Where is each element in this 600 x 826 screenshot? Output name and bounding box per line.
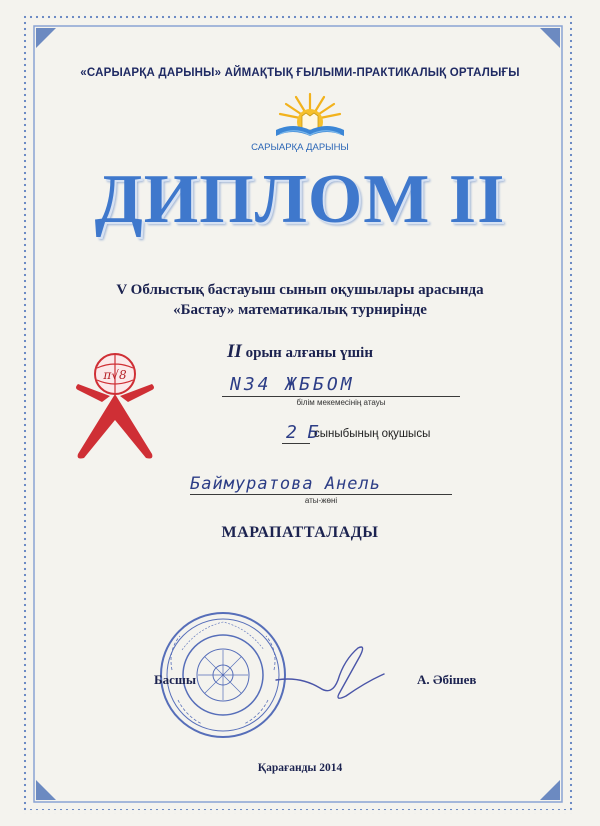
tournament-emblem bbox=[72, 350, 158, 462]
diploma-title: ДИПЛОМ II bbox=[94, 161, 506, 238]
place-numeral: II bbox=[227, 341, 242, 362]
head-label: Басшы bbox=[154, 672, 196, 687]
student-name-value: Баймуратова Анель bbox=[190, 474, 381, 494]
place-text: орын алғаны үшін bbox=[241, 345, 373, 361]
student-name-label: аты-жөні bbox=[304, 496, 338, 505]
city-year: Қарағанды 2014 bbox=[257, 762, 343, 774]
event-line-1: V Облыстық бастауыш сынып оқушылары арасында bbox=[116, 282, 484, 298]
awarded-text: МАРАПАТТАЛАДЫ bbox=[221, 524, 379, 541]
organization-name: «САРЫАРҚА ДАРЫНЫ» АЙМАҚТЫҚ ҒЫЛЫМИ-ПРАКТИКАЛЫҚ ОРТАЛЫҒЫ bbox=[80, 67, 520, 79]
student-name-underline bbox=[190, 494, 452, 495]
school-name-value: N34 ЖББОМ bbox=[230, 374, 355, 395]
logo-caption: САРЫАРҚА ДАРЫНЫ bbox=[251, 142, 349, 153]
handwritten-signature bbox=[270, 640, 390, 710]
school-underline bbox=[222, 396, 460, 397]
grade-label: сыныбының оқушысы bbox=[314, 428, 431, 440]
grade-value: 2 Б bbox=[286, 422, 319, 443]
head-name: А. Әбішев bbox=[417, 672, 477, 687]
svg-text:π√8: π√8 bbox=[103, 368, 127, 382]
school-name-label: білім мекемесінің атауы bbox=[296, 398, 386, 407]
grade-underline bbox=[282, 443, 310, 444]
event-line-2: «Бастау» математикалық турнирінде bbox=[173, 302, 427, 318]
